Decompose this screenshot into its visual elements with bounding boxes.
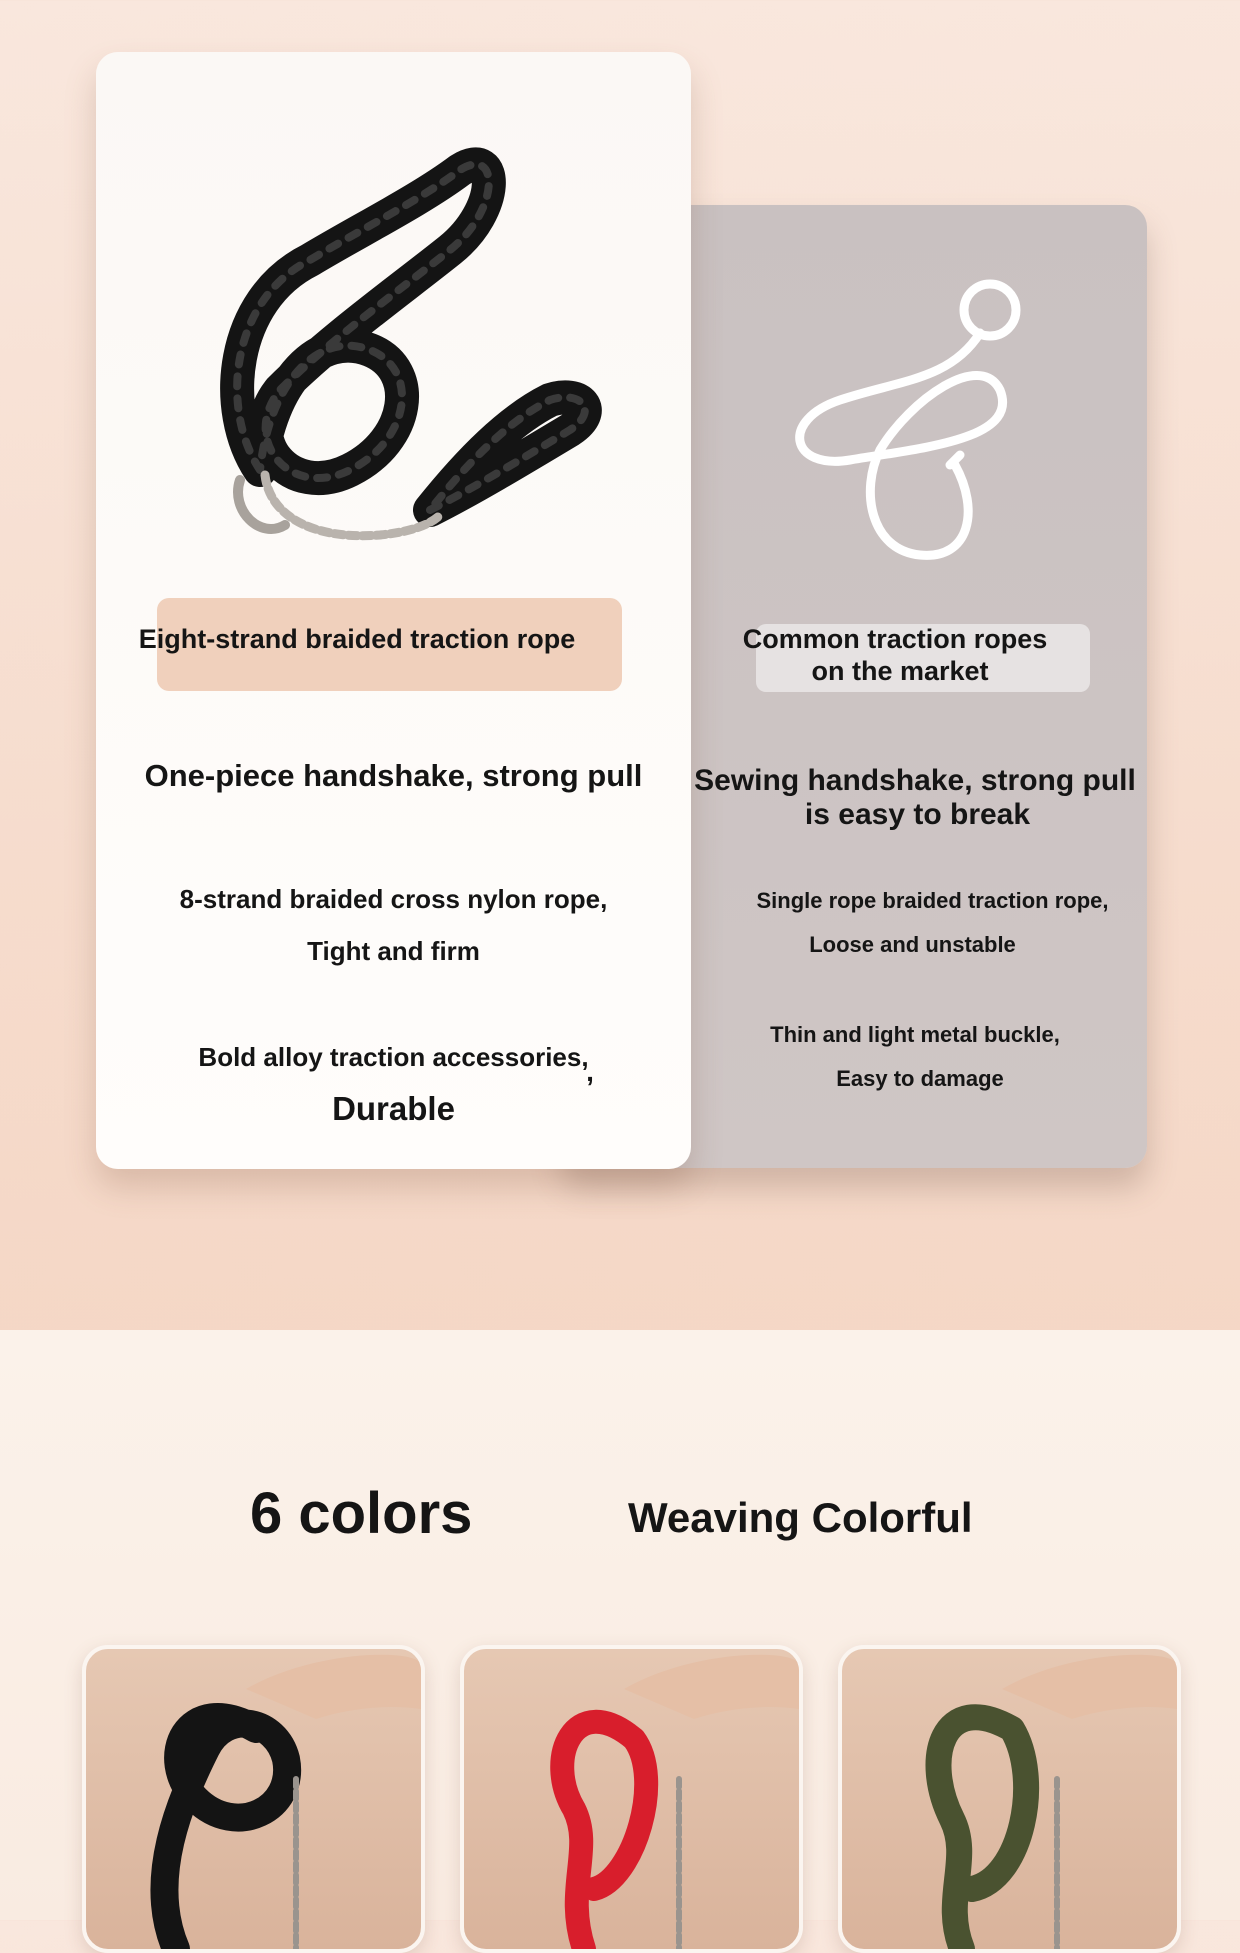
our-feature-rope-line1: 8-strand braided cross nylon rope, — [179, 884, 608, 914]
market-product-label-line1: Common traction ropes — [742, 624, 1048, 654]
market-product-label-line2: on the market — [811, 656, 989, 686]
rope-sample-icon — [842, 1649, 1177, 1949]
our-feature-accessories-line1: Bold alloy traction accessories, — [198, 1042, 589, 1072]
market-feature-handshake-line1: Sewing handshake, strong pull — [694, 764, 1136, 797]
swatch-black[interactable] — [82, 1645, 425, 1953]
swatch-red[interactable] — [460, 1645, 803, 1953]
rope-black — [164, 1717, 296, 1949]
market-feature-handshake-line2: is easy to break — [804, 798, 1031, 831]
our-product-label: Eight-strand braided traction rope — [138, 624, 576, 654]
braided-rope-image — [200, 140, 620, 560]
our-feature-handshake: One-piece handshake, strong pull — [144, 758, 643, 793]
weaving-tagline: Weaving Colorful — [628, 1494, 973, 1541]
rope-sample-icon — [86, 1649, 421, 1949]
our-feature-rope-line2: Tight and firm — [307, 936, 480, 966]
rope-red — [562, 1722, 679, 1949]
market-feature-rope-line1: Single rope braided traction rope, — [756, 888, 1109, 913]
rope-sample-icon — [464, 1649, 799, 1949]
market-rope-image — [780, 270, 1040, 580]
market-feature-buckle-line1: Thin and light metal buckle, — [770, 1022, 1060, 1047]
swatch-olive-green[interactable] — [838, 1645, 1181, 1953]
market-feature-buckle-line2: Easy to damage — [836, 1066, 1004, 1091]
market-feature-rope-line2: Loose and unstable — [809, 932, 1016, 957]
our-feature-accessories-line2: Durable — [332, 1090, 455, 1127]
rope-olive-green — [939, 1717, 1058, 1949]
color-count-heading: 6 colors — [250, 1481, 473, 1546]
our-feature-accessories-comma: , — [586, 1056, 594, 1087]
